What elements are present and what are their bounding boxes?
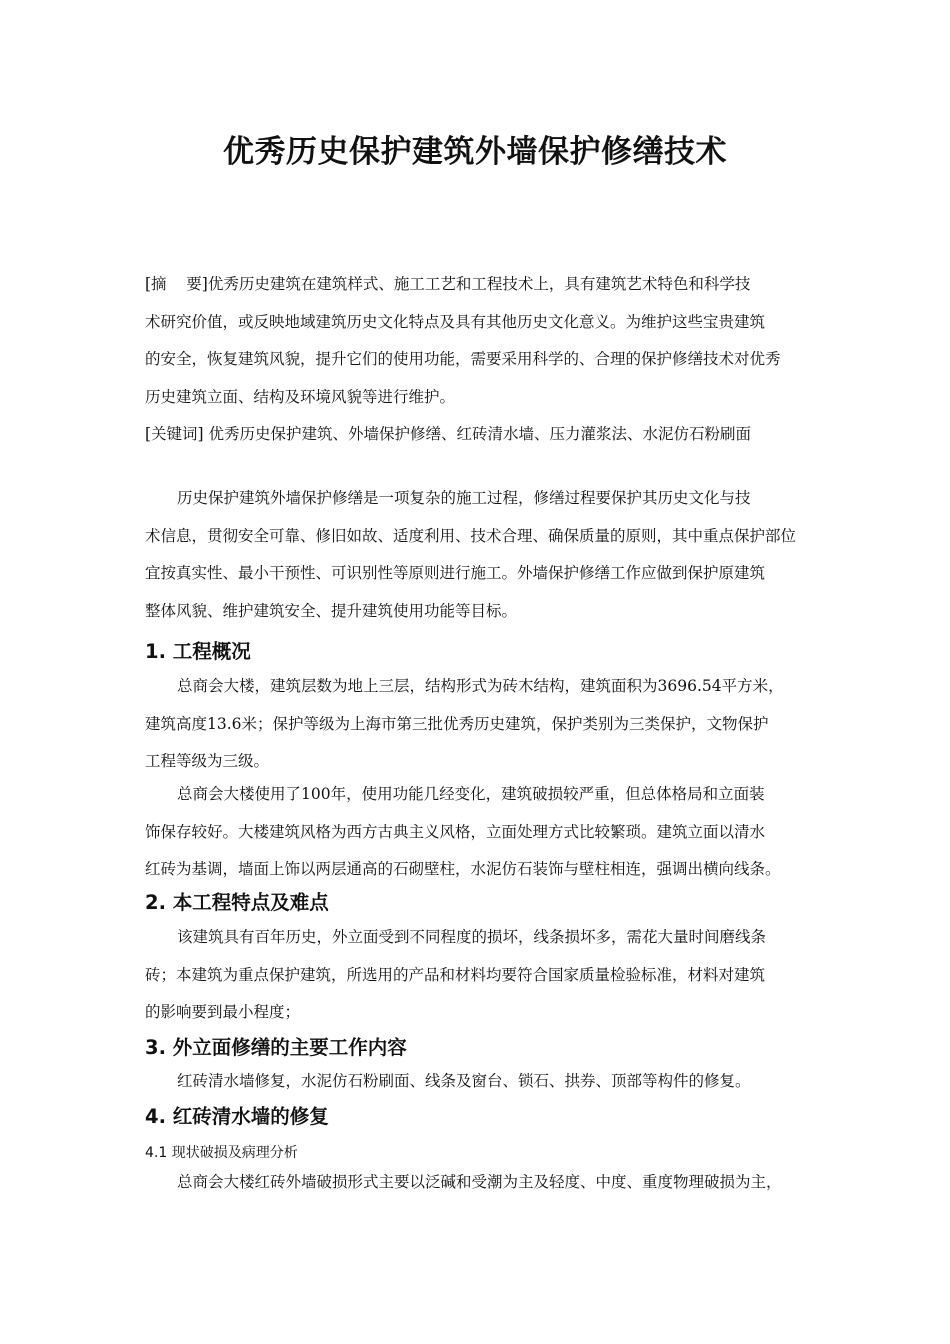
section-2-paragraph-1 (145, 919, 807, 1032)
abstract (145, 266, 807, 416)
abstract-line-2: 术研究价值，或反映地域建筑历史文化特点及具有其他历史文化意义。为维护这些宝贵建筑 (145, 312, 766, 331)
section-2-p1-line-3: 的影响要到最小程度； (145, 1003, 301, 1021)
section-1-p1-line-3: 工程等级为三级。 (145, 752, 270, 770)
intro-line-1: 历史保护建筑外墙保护修缮是一项复杂的施工过程，修缮过程要保护其历史文化与技 (177, 489, 751, 507)
section-1-heading: 1. 工程概况 (145, 640, 251, 663)
section-4-p1-line-1: 总商会大楼红砖外墙破损形式主要以泛碱和受潮为主及轻度、中度、重度物理破损为主， (177, 1173, 782, 1191)
section-2-p1-line-1: 该建筑具有百年历史，外立面受到不同程度的损坏，线条损坏多，需花大量时间磨线条 (177, 928, 767, 946)
abstract-line-3: 的安全，恢复建筑风貌，提升它们的使用功能，需要采用科学的、合理的保护修缮技术对优秀 (145, 350, 781, 368)
page-title: 优秀历史保护建筑外墙保护修缮技术 (223, 134, 727, 170)
keywords-text: 优秀历史保护建筑、外墙保护修缮、红砖清水墙、压力灌浆法、水泥仿石粉刷面 (208, 425, 752, 443)
section-4-paragraph-1 (145, 1164, 807, 1202)
section-4-1-subheading: 4.1 现状破损及病理分析 (145, 1145, 298, 1161)
abstract-line-1 (145, 266, 807, 304)
section-1-paragraph-1 (145, 668, 807, 781)
section-2-p1-line-2: 砖；本建筑为重点保护建筑，所选用的产品和材料均要符合国家质量检验标准，材料对建筑 (145, 965, 766, 984)
intro-line-3: 宜按真实性、最小干预性、可识别性等原则进行施工。外墙保护修缮工作应做到保护原建筑 (145, 564, 766, 582)
section-1-p1-line-2: 建筑高度13.6米；保护等级为上海市第三批优秀历史建筑，保护类别为三类保护，文物保护 (145, 714, 769, 733)
section-1-p2-line-3: 红砖为基调，墙面上饰以两层通高的石砌壁柱，水泥仿石装饰与壁柱相连，强调出横向线条。 (145, 860, 781, 878)
section-1-p2-line-1: 总商会大楼使用了100年，使用功能几经变化，建筑破损较严重，但总体格局和立面装 (177, 785, 765, 803)
section-3-heading: 3. 外立面修缮的主要工作内容 (145, 1036, 407, 1059)
keywords-label: [关键词] (145, 425, 204, 443)
section-3-paragraph-1 (145, 1063, 807, 1101)
abstract-text: 优秀历史建筑在建筑样式、施工工艺和工程技术上，具有建筑艺术特色和科学技 (207, 275, 751, 293)
abstract-line-4: 历史建筑立面、结构及环境风貌等进行维护。 (145, 387, 456, 406)
keywords-line (145, 416, 807, 454)
section-3-p1-line-1: 红砖清水墙修复，水泥仿石粉刷面、线条及窗台、锁石、拱券、顶部等构件的修复。 (177, 1072, 751, 1090)
section-1-p2-line-2: 饰保存较好。大楼建筑风格为西方古典主义风格，立面处理方式比较繁琐。建筑立面以清水 (145, 822, 766, 841)
section-2-heading: 2. 本工程特点及难点 (145, 891, 329, 914)
keywords (145, 416, 807, 454)
abstract-label: [摘 要] (145, 275, 208, 293)
intro-line-4: 整体风貌、维护建筑安全、提升建筑使用功能等目标。 (145, 601, 518, 620)
section-1-p1-line-1: 总商会大楼，建筑层数为地上三层，结构形式为砖木结构，建筑面积为3696.54平方米， (177, 677, 784, 695)
intro-paragraph (145, 480, 807, 630)
intro-line-2: 术信息，贯彻安全可靠、修旧如故、适度利用、技术合理、确保质量的原则，其中重点保护部位 (145, 526, 797, 545)
section-1-paragraph-2 (145, 776, 807, 889)
section-4-heading: 4. 红砖清水墙的修复 (145, 1105, 329, 1128)
